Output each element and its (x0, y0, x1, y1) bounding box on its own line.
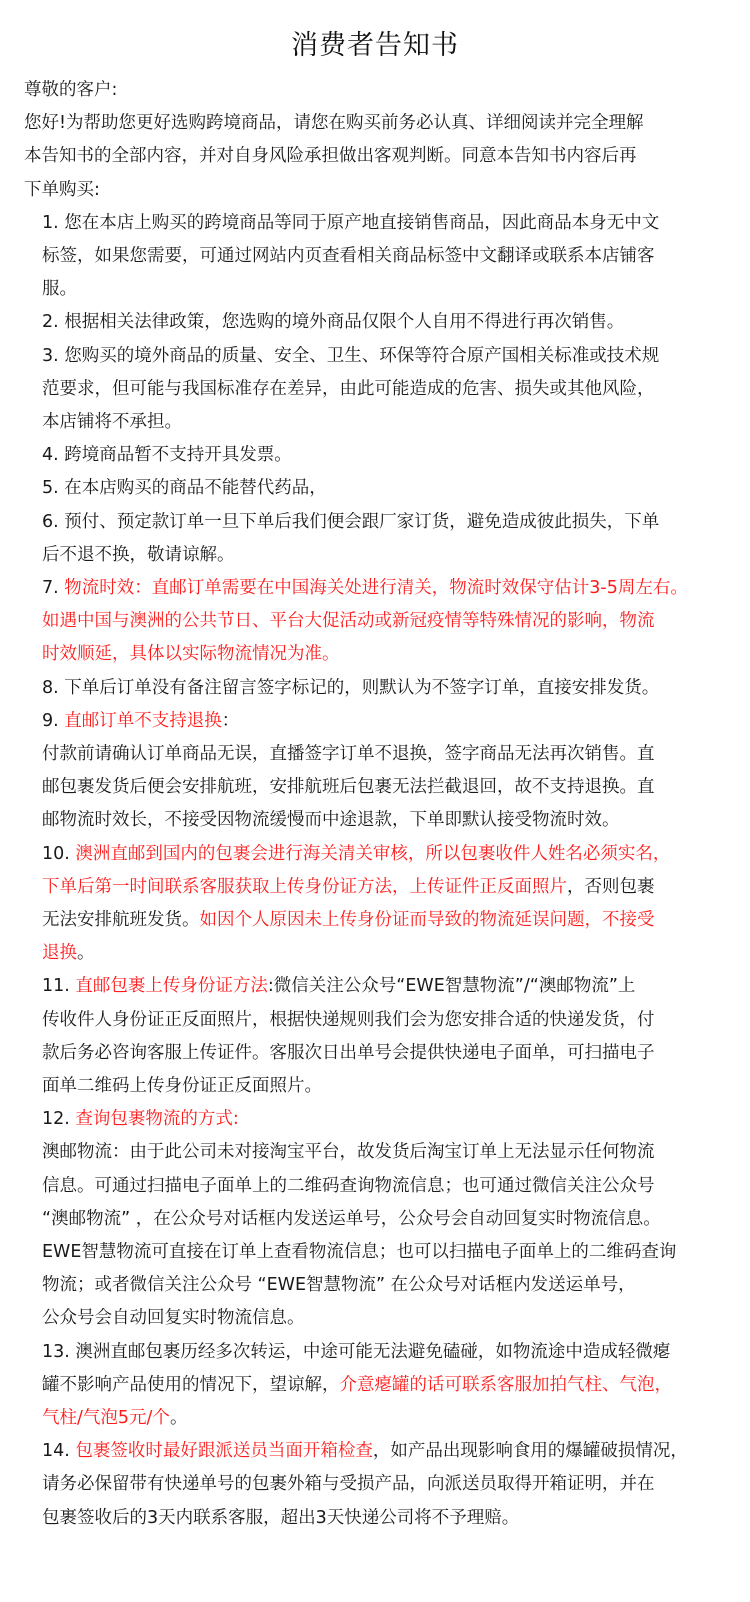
notice-text: 4. 跨境商品暂不支持开具发票。 (42, 445, 292, 466)
notice-line (42, 243, 742, 269)
notice-line (42, 575, 742, 601)
notice-text: EWE智慧物流可直接在订单上查看物流信息；也可以扫描电子面单上的二维码查询 (42, 1242, 677, 1262)
notice-text: 本告知书的全部内容，并对自身风险承担做出客观判断。同意本告知书内容后再 (24, 146, 637, 167)
notice-text: 无法安排航班发货。 (42, 910, 200, 930)
notice-text: 5. 在本店购买的商品不能替代药品， (42, 478, 327, 499)
highlight-text: 查询包裹物流的方式: (75, 1109, 239, 1130)
highlight-text: 时效顺延，具体以实际物流情况为准。 (42, 644, 340, 665)
notice-text: 服。 (42, 279, 77, 300)
highlight-text: 下单后第一时间联系客服获取上传身份证方法，上传证件正反面照片 (42, 876, 567, 897)
notice-text: 传收件人身份证正反面照片，根据快递规则我们会为您安排合适的快递发货，付 (42, 1009, 655, 1030)
notice-text: ，如产品出现影响食用的爆罐破损情况， (372, 1441, 688, 1462)
notice-text: 标签，如果您需要，可通过网站内页查看相关商品标签中文翻译或联系本店铺客 (42, 246, 655, 266)
notice-text: 物流；或者微信关注公众号 “EWE智慧物流” 在公众号对话框内发送运单号， (42, 1275, 636, 1296)
highlight-text: 如因个人原因未上传身份证而导致的物流延误问题，不接受 (199, 910, 655, 930)
highlight-text: 如遇中国与澳洲的公共节日、平台大促活动或新冠疫情等特殊情况的影响，物流 (42, 611, 655, 632)
notice-text: 8. 下单后订单没有备注留言签字标记的，则默认为不签字订单，直接安排发货。 (42, 677, 660, 698)
notice-line (24, 110, 742, 136)
notice-line (42, 741, 742, 767)
highlight-text: 退换 (42, 943, 77, 964)
notice-text: 范要求，但可能与我国标准存在差异，由此可能造成的危害、损失或其他风险， (42, 378, 655, 399)
page-title: 消费者告知书 (291, 30, 459, 61)
notice-text: 您好!为帮助您更好选购跨境商品，请您在购买前务必认真、详细阅读并完全理解 (24, 113, 644, 134)
notice-line (42, 1106, 742, 1132)
notice-line (42, 376, 742, 402)
notice-text: 。 (77, 943, 95, 964)
notice-line (24, 177, 742, 203)
notice-line (42, 1139, 742, 1165)
highlight-text: 直邮包裹上传身份证方法 (75, 976, 268, 997)
notice-line (42, 1040, 742, 1066)
notice-text: “澳邮物流” ，在公众号对话框内发送运单号，公众号会自动回复实时物流信息。 (42, 1208, 661, 1229)
notice-line (42, 874, 742, 900)
highlight-text: 澳洲直邮到国内的包裹会进行海关清关审核，所以包裹收件人姓名必须实名， (75, 843, 671, 864)
notice-text: 2. 根据相关法律政策，您选购的境外商品仅限个人自用不得进行再次销售。 (42, 312, 625, 333)
notice-text: 9. (42, 710, 65, 731)
notice-text: 付款前请确认订单商品无误，直播签字订单不退换，签字商品无法再次销售。直 (42, 744, 655, 764)
notice-text: 13. 澳洲直邮包裹历经多次转运，中途可能无法避免磕碰，如物流途中造成轻微瘪 (42, 1341, 671, 1362)
notice-line (42, 1173, 742, 1199)
notice-text: 1. 您在本店上购买的跨境商品等同于原产地直接销售商品，因此商品本身无中文 (42, 212, 660, 233)
notice-line (42, 608, 742, 634)
notice-text: 12. (42, 1109, 76, 1130)
notice-text: 邮包裹发货后便会安排航班，安排航班后包裹无法拦截退回，故不支持退换。直 (42, 777, 655, 798)
notice-line (42, 409, 742, 435)
notice-line (42, 1239, 742, 1265)
notice-line (24, 143, 742, 169)
notice-text: 本店铺将不承担。 (42, 412, 182, 432)
notice-line (42, 774, 742, 800)
notice-text: 7. (42, 578, 65, 598)
notice-line (42, 210, 742, 236)
notice-line (42, 343, 742, 369)
notice-line (42, 1505, 742, 1531)
notice-line (42, 907, 742, 933)
notice-text: 请务必保留带有快递单号的包裹外箱与受损产品，向派送员取得开箱证明，并在 (42, 1474, 655, 1495)
notice-line (42, 276, 742, 302)
notice-text: 包裹签收后的3天内联系客服，超出3天快递公司将不予理赔。 (42, 1507, 520, 1528)
notice-text: 3. 您购买的境外商品的质量、安全、卫生、环保等符合原产国相关标准或技术规 (42, 345, 660, 366)
notice-line (42, 1272, 742, 1298)
highlight-text: 物流时效：直邮订单需要在中国海关处进行清关，物流时效保守估计3-5周左右。 (64, 578, 688, 598)
notice-text: 罐不影响产品使用的情况下，望谅解， (42, 1374, 340, 1395)
notice-line (42, 442, 742, 468)
notice-line (42, 1471, 742, 1497)
notice-text: 11. (42, 976, 76, 997)
notice-line (42, 509, 742, 535)
notice-text: 面单二维码上传身份证正反面照片。 (42, 1076, 322, 1096)
notice-text: :微信关注公众号“EWE智慧物流”/“澳邮物流”上 (267, 976, 636, 997)
notice-line (42, 542, 742, 568)
highlight-text: 包裹签收时最好跟派送员当面开箱检查 (75, 1441, 373, 1462)
notice-text: ： (221, 710, 240, 731)
notice-line (42, 1073, 742, 1099)
notice-line (42, 940, 742, 966)
highlight-text: 气柱/气泡5元/个 (42, 1408, 170, 1428)
notice-text: 款后务必咨询客服上传证件。客服次日出单号会提供快递电子面单，可扫描电子 (42, 1042, 655, 1063)
notice-line (42, 807, 742, 833)
notice-text: 后不退不换，敬请谅解。 (42, 544, 235, 565)
notice-text: 6. 预付、预定款订单一旦下单后我们便会跟厂家订货，避免造成彼此损失，下单 (42, 511, 660, 532)
notice-line (24, 77, 742, 103)
highlight-text: 直邮订单不支持退换 (64, 710, 222, 731)
notice-text: 公众号会自动回复实时物流信息。 (42, 1308, 305, 1329)
notice-text: 信息。可通过扫描电子面单上的二维码查询物流信息；也可通过微信关注公众号 (42, 1175, 655, 1196)
notice-line (42, 475, 742, 501)
notice-line (42, 973, 742, 999)
notice-line (42, 1372, 742, 1398)
notice-text: 邮物流时效长，不接受因物流缓慢而中途退款，下单即默认接受物流时效。 (42, 810, 620, 831)
notice-line (42, 1206, 742, 1232)
notice-line (42, 675, 742, 701)
notice-line (42, 641, 742, 667)
notice-text: 尊敬的客户: (24, 80, 118, 100)
notice-text: 澳邮物流：由于此公司未对接淘宝平台，故发货后淘宝订单上无法显示任何物流 (42, 1142, 655, 1163)
notice-line (42, 708, 742, 734)
notice-line (42, 1438, 742, 1464)
notice-text: ，否则包裹 (567, 876, 655, 897)
highlight-text: 介意瘪罐的话可联系客服加拍气柱、气泡， (339, 1374, 672, 1395)
notice-text: 10. (42, 843, 76, 864)
notice-text: 下单购买: (24, 179, 100, 200)
notice-line (42, 1405, 742, 1431)
notice-text: 。 (169, 1408, 188, 1428)
notice-line (42, 1339, 742, 1365)
notice-line (42, 841, 742, 867)
notice-line (42, 309, 742, 335)
notice-text: 14. (42, 1441, 76, 1462)
notice-line (42, 1007, 742, 1033)
notice-line (42, 1305, 742, 1331)
